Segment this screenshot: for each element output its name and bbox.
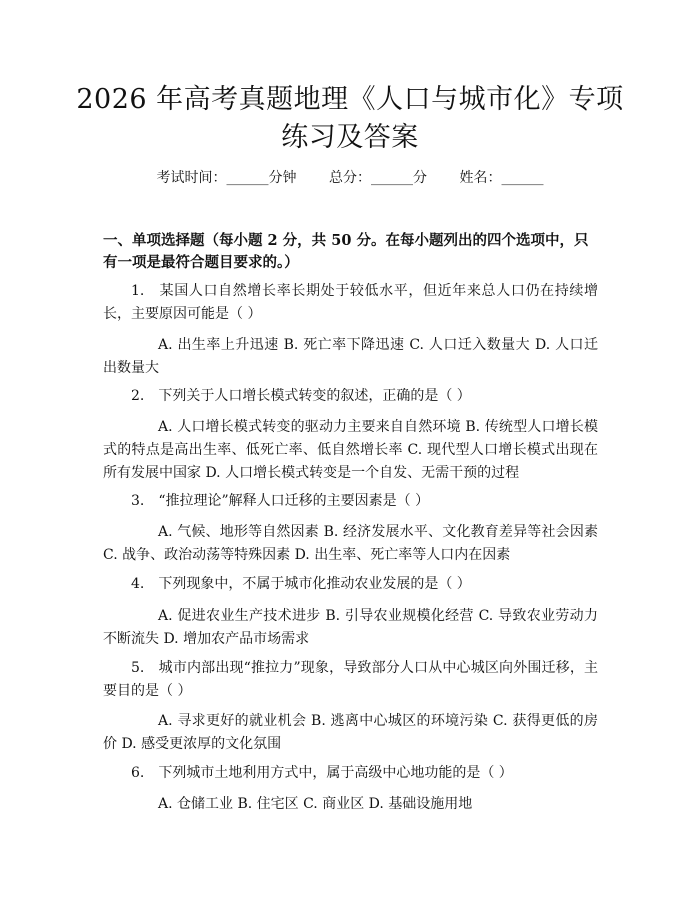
exam-info	[0, 168, 700, 188]
question-3-stem: 3. “推拉理论”解释人口迁移的主要因素是（ ）	[131, 493, 430, 509]
question-2-options: A. 人口增长模式转变的驱动力主要来自自然环境 B. 传统型人口增长模式的特点是高出生率、低死亡率、低自然增长率 C. 现代型人口增长模式出现在所有发展中国家 D. 人口增长模式转变是一个自发、无需干预的过程	[103, 419, 598, 481]
question-6-stem: 6. 下列城市土地利用方式中，属于高级中心地功能的是（ ）	[131, 765, 513, 781]
document-title-line2: 练习及答案	[281, 122, 419, 153]
question-1-options: A. 出生率上升迅速 B. 死亡率下降迅速 C. 人口迁入数量大 D. 人口迁出数量大	[103, 337, 598, 376]
section-heading: 一、单项选择题（每小题 2 分，共 50 分。在每小题列出的四个选项中，只有一项是最符合题目要求的。）	[103, 232, 589, 271]
total-score-field: 总分：______分	[329, 170, 427, 186]
name-field: 姓名：______	[459, 170, 544, 186]
question-2-stem: 2. 下列关于人口增长模式转变的叙述，正确的是（ ）	[131, 388, 471, 404]
document-title-line1: 2026 年高考真题地理《人口与城市化》专项	[76, 84, 624, 115]
question-3-options: A. 气候、地形等自然因素 B. 经济发展水平、文化教育差异等社会因素 C. 战争、政治动荡等特殊因素 D. 出生率、死亡率等人口内在因素	[103, 524, 598, 563]
question-5-options: A. 寻求更好的就业机会 B. 逃离中心城区的环境污染 C. 获得更低的房价 D. 感受更浓厚的文化氛围	[103, 713, 598, 752]
question-1-stem: 1. 某国人口自然增长率长期处于较低水平，但近年来总人口仍在持续增长，主要原因可能是（ ）	[103, 283, 598, 322]
question-6-options: A. 仓储工业 B. 住宅区 C. 商业区 D. 基础设施用地	[158, 796, 473, 812]
question-4-stem: 4. 下列现象中，不属于城市化推动农业发展的是（ ）	[131, 576, 471, 592]
question-5-stem: 5. 城市内部出现“推拉力”现象，导致部分人口从中心城区向外围迁移，主要目的是（ ）	[103, 660, 598, 699]
question-4-options: A. 促进农业生产技术进步 B. 引导农业规模化经营 C. 导致农业劳动力不断流失 D. 增加农产品市场需求	[103, 608, 598, 647]
exam-time-field: 考试时间：______分钟	[156, 170, 297, 186]
